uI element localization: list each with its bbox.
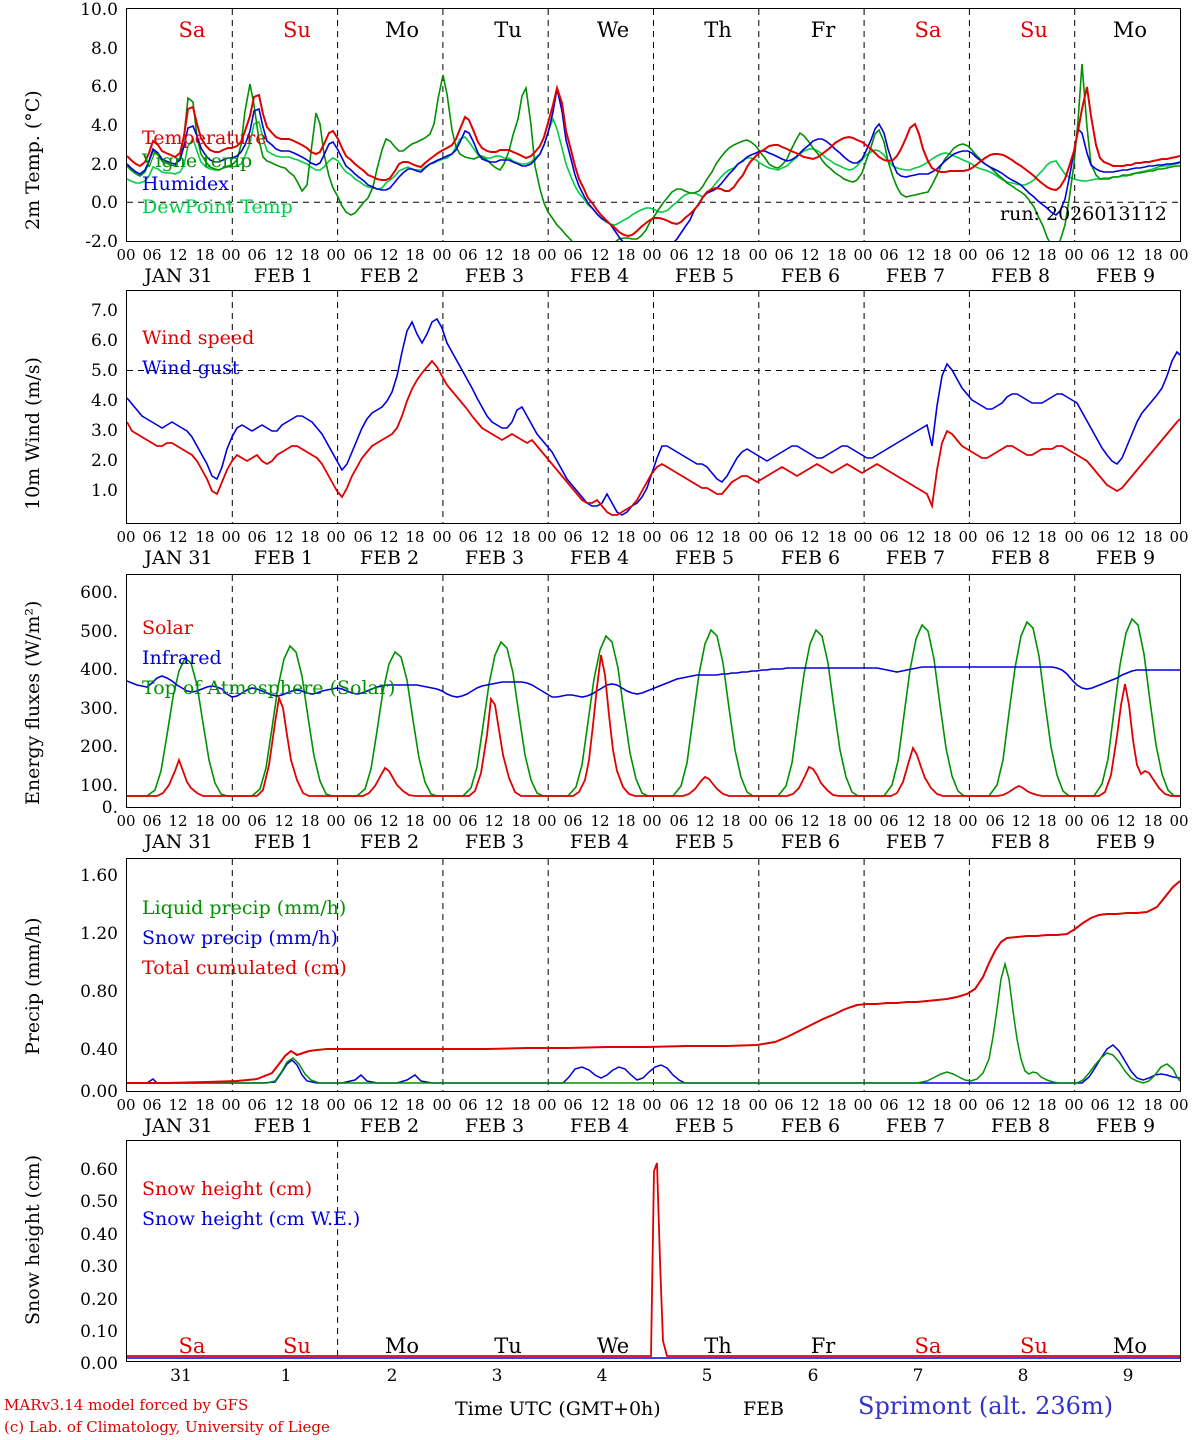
model-credit-line: MARv3.14 model forced by GFS (4, 1396, 249, 1414)
temp-ytick-4: 4.0 (90, 116, 118, 136)
hourtick: 00 (642, 528, 662, 546)
daylabel: JAN 31 (144, 831, 213, 853)
daylabel: FEB 4 (569, 831, 630, 853)
hourtick: 12 (800, 528, 820, 546)
hourtick: 00 (326, 528, 346, 546)
hourtick: 06 (879, 528, 899, 546)
hourtick: 06 (774, 812, 794, 830)
hourtick: 18 (721, 246, 741, 264)
hourtick: 18 (616, 246, 636, 264)
hourtick: 06 (1090, 246, 1110, 264)
hourtick: 00 (326, 1096, 346, 1114)
precip-ylabel: Precip (mm/h) (22, 917, 44, 1055)
hourtick: 00 (326, 812, 346, 830)
hourtick: 00 (1169, 528, 1189, 546)
hourtick: 06 (142, 528, 162, 546)
energy-ylabel: Energy fluxes (W/m²) (22, 600, 44, 805)
daylabel: FEB 5 (674, 547, 735, 569)
hourtick: 00 (432, 1096, 452, 1114)
wind-ytick-3: 3.0 (90, 421, 118, 441)
hourtick: 12 (379, 1096, 399, 1114)
hourtick: 18 (1143, 528, 1163, 546)
dow-label-5: Th (704, 18, 732, 42)
time-axis-label: Time UTC (GMT+0h) (455, 1398, 661, 1420)
temp-ytick-m2: -2.0 (85, 232, 118, 252)
hourtick: 06 (985, 246, 1005, 264)
daynumber: 7 (912, 1366, 924, 1386)
daylabel: JAN 31 (144, 1115, 213, 1137)
hourtick: 18 (511, 1096, 531, 1114)
dow-label-9: Mo (1112, 18, 1148, 42)
hourtick: 12 (1116, 528, 1136, 546)
hourtick: 06 (669, 1096, 689, 1114)
hourtick: 18 (405, 246, 425, 264)
hourtick: 00 (432, 812, 452, 830)
hourtick: 12 (168, 246, 188, 264)
daylabel: FEB 8 (990, 265, 1051, 287)
daylabel: FEB 1 (253, 265, 314, 287)
daylabel: FEB 2 (359, 1115, 420, 1137)
wind-ytick-2: 2.0 (90, 451, 118, 471)
hourtick: 00 (221, 246, 241, 264)
legend-vigne-temp: Vigne temp (142, 150, 253, 172)
temp-ytick-6: 6.0 (90, 77, 118, 97)
daylabel: FEB 1 (253, 1115, 314, 1137)
daylabel: FEB 1 (253, 547, 314, 569)
energy-ytick-100: 100. (80, 776, 118, 796)
hourtick: 18 (300, 812, 320, 830)
hourtick: 00 (221, 1096, 241, 1114)
hourtick: 06 (142, 1096, 162, 1114)
snow-ytick-030: 0.30 (80, 1257, 118, 1277)
hourtick: 18 (827, 1096, 847, 1114)
hourtick: 06 (563, 528, 583, 546)
hourtick: 12 (800, 246, 820, 264)
wind-ytick-6: 6.0 (90, 331, 118, 351)
temp-ytick-8: 8.0 (90, 39, 118, 59)
dow-label-8: Su (1020, 18, 1048, 42)
snow-ytick-050: 0.50 (80, 1192, 118, 1212)
hourtick: 18 (511, 246, 531, 264)
daylabel: FEB 5 (674, 831, 735, 853)
wind-plot-frame (126, 290, 1181, 524)
hourtick: 00 (1064, 812, 1084, 830)
hourtick: 06 (458, 246, 478, 264)
hourtick: 12 (906, 528, 926, 546)
snow-dow-2: Mo (384, 1334, 420, 1358)
daylabel: FEB 4 (569, 265, 630, 287)
hourtick: 18 (195, 246, 215, 264)
hourtick: 06 (879, 1096, 899, 1114)
hourtick: 12 (695, 1096, 715, 1114)
hourtick: 12 (800, 812, 820, 830)
daylabel: FEB 8 (990, 547, 1051, 569)
energy-ytick-200: 200. (80, 737, 118, 757)
hourtick: 00 (537, 1096, 557, 1114)
daynumber: 9 (1122, 1366, 1134, 1386)
hourtick: 18 (195, 812, 215, 830)
hourtick: 18 (195, 528, 215, 546)
time-axis-month: FEB (743, 1398, 785, 1420)
snow-dow-8: Su (1020, 1334, 1048, 1358)
hourtick: 00 (116, 1096, 136, 1114)
hourtick: 06 (774, 528, 794, 546)
daylabel: FEB 3 (464, 265, 525, 287)
hourtick: 00 (748, 246, 768, 264)
dow-label-1: Su (283, 18, 311, 42)
hourtick: 00 (748, 812, 768, 830)
hourtick: 00 (748, 528, 768, 546)
hourtick: 06 (563, 1096, 583, 1114)
hourtick: 18 (300, 528, 320, 546)
hourtick: 18 (721, 528, 741, 546)
daylabel: FEB 9 (1095, 1115, 1156, 1137)
energy-ytick-0: 0. (101, 798, 118, 818)
hourtick: 12 (695, 246, 715, 264)
daynumber: 1 (280, 1366, 292, 1386)
wind-svg (127, 291, 1180, 523)
daylabel: FEB 3 (464, 547, 525, 569)
hourtick: 18 (1143, 1096, 1163, 1114)
hourtick: 18 (405, 528, 425, 546)
hourtick: 12 (1011, 246, 1031, 264)
hourtick: 12 (1116, 812, 1136, 830)
hourtick: 00 (1064, 246, 1084, 264)
hourtick: 18 (616, 1096, 636, 1114)
energy-ytick-500: 500. (80, 622, 118, 642)
hourtick: 12 (274, 528, 294, 546)
hourtick: 18 (1037, 528, 1057, 546)
daynumber: 31 (170, 1366, 192, 1386)
snow-ylabel: Snow height (cm) (22, 1154, 44, 1325)
hourtick: 12 (484, 528, 504, 546)
hourtick: 12 (695, 812, 715, 830)
hourtick: 12 (379, 246, 399, 264)
hourtick: 00 (116, 528, 136, 546)
hourtick: 12 (484, 246, 504, 264)
snow-ytick-060: 0.60 (80, 1160, 118, 1180)
hourtick: 18 (932, 528, 952, 546)
daynumber: 3 (491, 1366, 503, 1386)
legend-wind-speed: Wind speed (142, 327, 255, 349)
hourtick: 00 (1064, 1096, 1084, 1114)
daylabel: FEB 8 (990, 1115, 1051, 1137)
hourtick: 18 (511, 528, 531, 546)
precip-ytick-120: 1.20 (80, 924, 118, 944)
hourtick: 12 (1116, 1096, 1136, 1114)
precip-ytick-000: 0.00 (80, 1082, 118, 1102)
hourtick: 18 (827, 246, 847, 264)
hourtick: 00 (642, 1096, 662, 1114)
hourtick: 12 (800, 1096, 820, 1114)
hourtick: 06 (247, 246, 267, 264)
dow-label-6: Fr (810, 18, 836, 42)
snow-svg (127, 1141, 1180, 1361)
copyright-line: (c) Lab. of Climatology, University of Liege (4, 1418, 330, 1436)
hourtick: 12 (906, 812, 926, 830)
hourtick: 18 (1037, 812, 1057, 830)
precip-ytick-080: 0.80 (80, 982, 118, 1002)
hourtick: 18 (195, 1096, 215, 1114)
hourtick: 18 (300, 1096, 320, 1114)
hourtick: 00 (537, 246, 557, 264)
temp-ytick-2: 2.0 (90, 155, 118, 175)
precip-ytick-160: 1.60 (80, 866, 118, 886)
hourtick: 06 (353, 812, 373, 830)
hourtick: 06 (247, 528, 267, 546)
hourtick: 06 (985, 1096, 1005, 1114)
legend-snow-height: Snow height (cm) (142, 1178, 313, 1200)
daylabel: FEB 7 (885, 547, 946, 569)
hourtick: 12 (168, 812, 188, 830)
energy-ytick-600: 600. (80, 583, 118, 603)
hourtick: 12 (1011, 812, 1031, 830)
hourtick: 12 (484, 1096, 504, 1114)
hourtick: 00 (116, 812, 136, 830)
hourtick: 18 (616, 528, 636, 546)
snow-ytick-020: 0.20 (80, 1290, 118, 1310)
hourtick: 06 (353, 528, 373, 546)
hourtick: 06 (1090, 812, 1110, 830)
hourtick: 06 (353, 1096, 373, 1114)
hourtick: 12 (590, 812, 610, 830)
temp-ytick-10: 10.0 (80, 0, 118, 20)
hourtick: 00 (221, 528, 241, 546)
temp-ytick-0: 0.0 (90, 193, 118, 213)
hourtick: 00 (1064, 528, 1084, 546)
daylabel: FEB 8 (990, 831, 1051, 853)
hourtick: 12 (1011, 528, 1031, 546)
snow-dow-6: Fr (810, 1334, 836, 1358)
hourtick: 12 (590, 1096, 610, 1114)
daylabel: FEB 6 (780, 831, 841, 853)
hourtick: 00 (642, 246, 662, 264)
daylabel: FEB 7 (885, 831, 946, 853)
hourtick: 18 (827, 812, 847, 830)
hourtick: 06 (247, 1096, 267, 1114)
hourtick: 06 (985, 812, 1005, 830)
legend-liquid-precip: Liquid precip (mm/h) (142, 897, 347, 919)
snow-ytick-000: 0.00 (80, 1354, 118, 1374)
temperature-ylabel: 2m Temp. (°C) (22, 90, 44, 230)
hourtick: 00 (537, 528, 557, 546)
hourtick: 12 (168, 1096, 188, 1114)
hourtick: 12 (274, 1096, 294, 1114)
hourtick: 00 (326, 246, 346, 264)
hourtick: 12 (484, 812, 504, 830)
hourtick: 12 (379, 528, 399, 546)
wind-ytick-1: 1.0 (90, 481, 118, 501)
hourtick: 06 (353, 246, 373, 264)
hourtick: 00 (432, 246, 452, 264)
legend-humidex: Humidex (142, 173, 230, 195)
hourtick: 00 (853, 246, 873, 264)
snow-ytick-010: 0.10 (80, 1322, 118, 1342)
hourtick: 06 (669, 812, 689, 830)
hourtick: 12 (590, 246, 610, 264)
snow-ytick-040: 0.40 (80, 1225, 118, 1245)
legend-temperature: Temperature (142, 127, 267, 149)
hourtick: 06 (774, 1096, 794, 1114)
hourtick: 06 (669, 246, 689, 264)
hourtick: 18 (932, 246, 952, 264)
legend-snow-height-we: Snow height (cm W.E.) (142, 1208, 361, 1230)
daylabel: FEB 4 (569, 547, 630, 569)
hourtick: 00 (116, 246, 136, 264)
daynumber: 4 (596, 1366, 608, 1386)
legend-total-cumulated: Total cumulated (cm) (142, 957, 347, 979)
energy-ytick-400: 400. (80, 660, 118, 680)
daylabel: FEB 6 (780, 547, 841, 569)
daylabel: FEB 4 (569, 1115, 630, 1137)
daylabel: JAN 31 (144, 547, 213, 569)
daylabel: FEB 7 (885, 1115, 946, 1137)
hourtick: 06 (142, 812, 162, 830)
hourtick: 18 (616, 812, 636, 830)
hourtick: 18 (1037, 246, 1057, 264)
hourtick: 00 (1169, 812, 1189, 830)
wind-ytick-5: 5.0 (90, 361, 118, 381)
precip-ytick-040: 0.40 (80, 1040, 118, 1060)
hourtick: 18 (405, 812, 425, 830)
hourtick: 12 (379, 812, 399, 830)
legend-top-of-atmosphere: Top of Atmosphere (Solar) (142, 677, 396, 699)
hourtick: 18 (721, 812, 741, 830)
daylabel: FEB 2 (359, 265, 420, 287)
hourtick: 00 (958, 528, 978, 546)
hourtick: 00 (1169, 1096, 1189, 1114)
wind-ylabel: 10m Wind (m/s) (22, 357, 44, 510)
hourtick: 00 (958, 1096, 978, 1114)
daylabel: FEB 9 (1095, 547, 1156, 569)
hourtick: 12 (1116, 246, 1136, 264)
hourtick: 00 (748, 1096, 768, 1114)
hourtick: 06 (458, 1096, 478, 1114)
hourtick: 18 (932, 1096, 952, 1114)
hourtick: 12 (274, 812, 294, 830)
dow-label-4: We (596, 18, 630, 42)
hourtick: 06 (1090, 528, 1110, 546)
snow-dow-5: Th (704, 1334, 732, 1358)
hourtick: 06 (458, 812, 478, 830)
hourtick: 12 (168, 528, 188, 546)
hourtick: 18 (300, 246, 320, 264)
daynumber: 5 (701, 1366, 713, 1386)
hourtick: 12 (695, 528, 715, 546)
hourtick: 12 (590, 528, 610, 546)
daylabel: FEB 1 (253, 831, 314, 853)
daynumber: 2 (386, 1366, 398, 1386)
hourtick: 06 (774, 246, 794, 264)
hourtick: 18 (932, 812, 952, 830)
daylabel: JAN 31 (144, 265, 213, 287)
hourtick: 12 (906, 1096, 926, 1114)
daylabel: FEB 5 (674, 265, 735, 287)
hourtick: 00 (853, 528, 873, 546)
dow-label-2: Mo (384, 18, 420, 42)
hourtick: 06 (879, 246, 899, 264)
hourtick: 06 (458, 528, 478, 546)
dow-label-0: Sa (178, 18, 206, 42)
daylabel: FEB 2 (359, 547, 420, 569)
legend-wind-gust: Wind gust (142, 357, 240, 379)
daylabel: FEB 5 (674, 1115, 735, 1137)
hourtick: 18 (405, 1096, 425, 1114)
daylabel: FEB 3 (464, 831, 525, 853)
hourtick: 00 (958, 246, 978, 264)
hourtick: 06 (1090, 1096, 1110, 1114)
legend-infrared: Infrared (142, 647, 222, 669)
hourtick: 06 (669, 528, 689, 546)
daylabel: FEB 6 (780, 265, 841, 287)
hourtick: 00 (537, 812, 557, 830)
hourtick: 12 (906, 246, 926, 264)
hourtick: 06 (563, 246, 583, 264)
daylabel: FEB 6 (780, 1115, 841, 1137)
dow-label-7: Sa (914, 18, 942, 42)
hourtick: 12 (274, 246, 294, 264)
daylabel: FEB 7 (885, 265, 946, 287)
daylabel: FEB 9 (1095, 265, 1156, 287)
hourtick: 00 (642, 812, 662, 830)
snow-dow-7: Sa (914, 1334, 942, 1358)
legend-dewpoint-temp: DewPoint Temp (142, 196, 293, 218)
wind-ytick-4: 4.0 (90, 391, 118, 411)
hourtick: 00 (853, 812, 873, 830)
legend-snow-precip: Snow precip (mm/h) (142, 927, 338, 949)
daylabel: FEB 9 (1095, 831, 1156, 853)
snow-dow-0: Sa (178, 1334, 206, 1358)
hourtick: 06 (879, 812, 899, 830)
hourtick: 06 (985, 528, 1005, 546)
hourtick: 00 (853, 1096, 873, 1114)
legend-solar: Solar (142, 617, 193, 639)
hourtick: 00 (432, 528, 452, 546)
snow-dow-3: Tu (494, 1334, 522, 1358)
hourtick: 06 (142, 246, 162, 264)
snow-dow-1: Su (283, 1334, 311, 1358)
hourtick: 18 (721, 1096, 741, 1114)
hourtick: 00 (1169, 246, 1189, 264)
station-name: Sprimont (alt. 236m) (858, 1392, 1114, 1420)
hourtick: 18 (1143, 812, 1163, 830)
daynumber: 6 (807, 1366, 819, 1386)
snow-plot-frame (126, 1140, 1181, 1362)
hourtick: 18 (1037, 1096, 1057, 1114)
snow-dow-9: Mo (1112, 1334, 1148, 1358)
hourtick: 06 (563, 812, 583, 830)
hourtick: 12 (1011, 1096, 1031, 1114)
snow-dow-4: We (596, 1334, 630, 1358)
daylabel: FEB 3 (464, 1115, 525, 1137)
hourtick: 00 (958, 812, 978, 830)
hourtick: 18 (1143, 246, 1163, 264)
hourtick: 18 (827, 528, 847, 546)
run-label: run: 2026013112 (1000, 203, 1167, 225)
hourtick: 06 (247, 812, 267, 830)
daylabel: FEB 2 (359, 831, 420, 853)
hourtick: 18 (511, 812, 531, 830)
dow-label-3: Tu (494, 18, 522, 42)
daynumber: 8 (1017, 1366, 1029, 1386)
wind-ytick-7: 7.0 (90, 301, 118, 321)
energy-ytick-300: 300. (80, 699, 118, 719)
hourtick: 00 (221, 812, 241, 830)
